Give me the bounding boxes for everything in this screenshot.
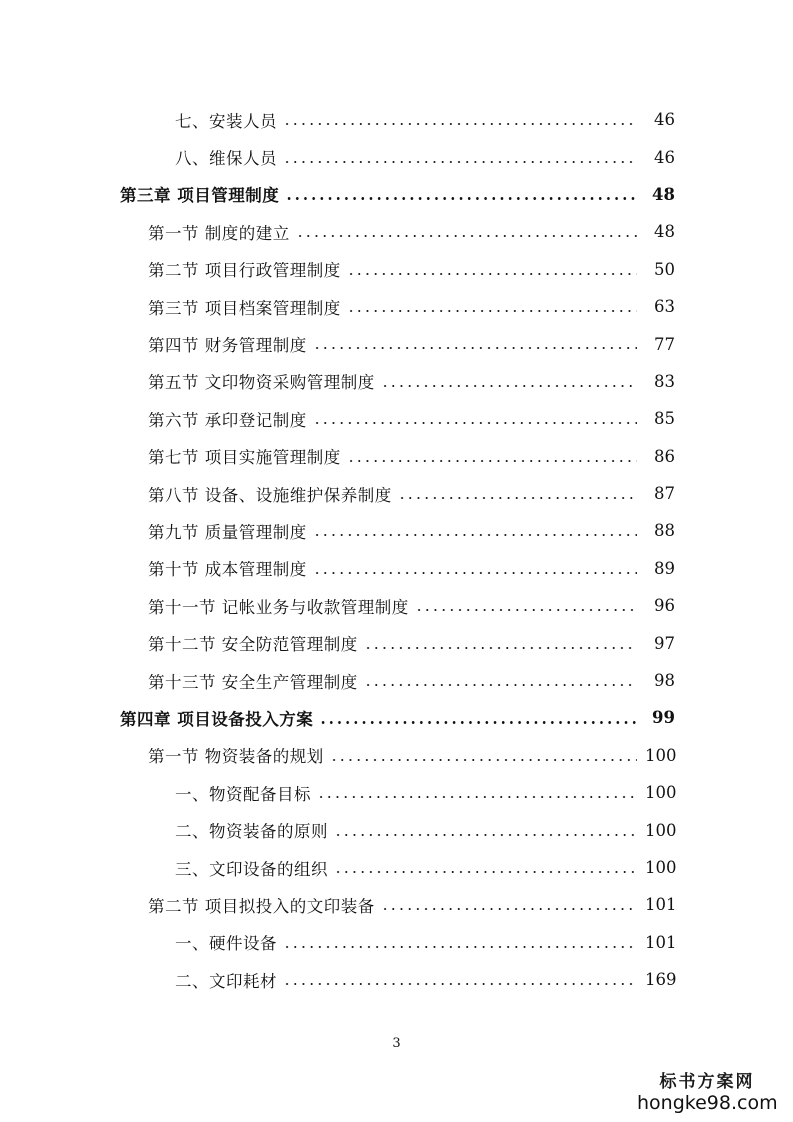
toc-entry-title: 第一节 物资装备的规划 <box>148 747 324 767</box>
toc-entry-page: 101 <box>645 895 677 915</box>
toc-section-entry[interactable] <box>0 624 793 661</box>
toc-entry-title: 第一节 制度的建立 <box>148 223 290 243</box>
watermark-logo <box>637 1072 777 1114</box>
toc-entry-title: 第三章 项目管理制度 <box>120 186 280 206</box>
toc-section-entry[interactable] <box>0 475 793 512</box>
toc-entry-page: 97 <box>654 633 675 653</box>
toc-subsection-entry[interactable] <box>0 811 793 848</box>
dot-leader <box>415 596 637 616</box>
toc-entry-page: 89 <box>654 558 675 578</box>
toc-subsection-entry[interactable] <box>0 138 793 175</box>
toc-section-entry[interactable] <box>0 587 793 624</box>
dot-leader <box>347 446 637 466</box>
dot-leader <box>313 409 637 429</box>
toc-entry-page: 77 <box>654 334 675 354</box>
toc-section-entry[interactable] <box>0 550 793 587</box>
toc-chapter-entry[interactable] <box>0 176 793 213</box>
toc-entry-page: 169 <box>645 970 677 990</box>
dot-leader <box>398 484 637 504</box>
dot-leader <box>347 297 637 317</box>
toc-entry-page: 48 <box>654 222 675 242</box>
dot-leader <box>381 895 637 915</box>
toc-entry-title: 第二节 项目拟投入的文印装备 <box>148 896 375 916</box>
toc-entry-title: 第六节 承印登记制度 <box>148 410 307 430</box>
dot-leader <box>283 932 637 952</box>
dot-leader <box>283 110 637 130</box>
toc-entry-page: 100 <box>645 783 677 803</box>
dot-leader <box>364 671 637 691</box>
toc-entry-title: 八、维保人员 <box>175 149 277 169</box>
toc-section-entry[interactable] <box>0 512 793 549</box>
toc-entry-title: 第九节 质量管理制度 <box>148 522 307 542</box>
toc-entry-title: 第五节 文印物资采购管理制度 <box>148 373 375 393</box>
toc-entry-title: 第十节 成本管理制度 <box>148 560 307 580</box>
toc-entry-title: 一、硬件设备 <box>175 934 277 954</box>
toc-section-entry[interactable] <box>0 213 793 250</box>
toc-entry-page: 96 <box>654 596 675 616</box>
toc-subsection-entry[interactable] <box>0 101 793 138</box>
dot-leader <box>334 858 637 878</box>
toc-entry-page: 99 <box>652 708 675 728</box>
dot-leader <box>313 521 637 541</box>
toc-entry-title: 三、文印设备的组织 <box>175 859 328 879</box>
toc-entry-title: 第七节 项目实施管理制度 <box>148 448 341 468</box>
toc-entry-page: 88 <box>654 521 675 541</box>
table-of-contents <box>0 101 793 998</box>
dot-leader <box>313 558 637 578</box>
toc-entry-page: 63 <box>654 297 675 317</box>
dot-leader <box>364 633 637 653</box>
toc-section-entry[interactable] <box>0 251 793 288</box>
toc-subsection-entry[interactable] <box>0 774 793 811</box>
toc-section-entry[interactable] <box>0 737 793 774</box>
toc-entry-title: 第八节 设备、设施维护保养制度 <box>148 485 392 505</box>
toc-entry-title: 二、物资装备的原则 <box>175 822 328 842</box>
toc-entry-title: 第十二节 安全防范管理制度 <box>148 635 358 655</box>
toc-section-entry[interactable] <box>0 363 793 400</box>
toc-entry-page: 101 <box>645 932 677 952</box>
toc-entry-page: 46 <box>654 147 675 167</box>
toc-entry-page: 98 <box>654 671 675 691</box>
toc-entry-page: 87 <box>654 484 675 504</box>
toc-entry-title: 第四章 项目设备投入方案 <box>120 709 314 729</box>
dot-leader <box>330 745 637 765</box>
watermark-title: 标书方案网 <box>659 1072 755 1092</box>
watermark-url: hongke98.com <box>637 1092 778 1114</box>
toc-entry-page: 100 <box>645 820 677 840</box>
toc-entry-page: 50 <box>654 259 675 279</box>
toc-entry-page: 85 <box>654 409 675 429</box>
toc-entry-page: 83 <box>654 371 675 391</box>
toc-entry-title: 第四节 财务管理制度 <box>148 336 307 356</box>
page-number: 3 <box>392 1036 401 1051</box>
dot-leader <box>285 185 637 205</box>
toc-entry-page: 100 <box>645 745 677 765</box>
dot-leader <box>283 147 637 167</box>
toc-entry-page: 48 <box>652 184 675 204</box>
toc-section-entry[interactable] <box>0 886 793 923</box>
toc-section-entry[interactable] <box>0 400 793 437</box>
dot-leader <box>381 372 637 392</box>
dot-leader <box>283 970 637 990</box>
toc-section-entry[interactable] <box>0 438 793 475</box>
toc-entry-title: 七、安装人员 <box>175 111 277 131</box>
toc-entry-page: 86 <box>654 446 675 466</box>
toc-entry-title: 二、文印耗材 <box>175 971 277 991</box>
dot-leader <box>347 259 637 279</box>
dot-leader <box>317 783 637 803</box>
toc-entry-title: 第十三节 安全生产管理制度 <box>148 672 358 692</box>
toc-entry-page: 100 <box>645 858 677 877</box>
toc-entry-page: 46 <box>654 110 675 130</box>
toc-subsection-entry[interactable] <box>0 849 793 886</box>
toc-subsection-entry[interactable] <box>0 924 793 961</box>
toc-subsection-entry[interactable] <box>0 961 793 998</box>
dot-leader <box>313 334 637 354</box>
toc-chapter-entry[interactable] <box>0 699 793 736</box>
dot-leader <box>296 222 637 242</box>
dot-leader <box>334 820 637 840</box>
toc-entry-title: 第三节 项目档案管理制度 <box>148 298 341 318</box>
toc-section-entry[interactable] <box>0 288 793 325</box>
dot-leader <box>319 708 637 728</box>
toc-section-entry[interactable] <box>0 325 793 362</box>
toc-entry-title: 第十一节 记帐业务与收款管理制度 <box>148 597 409 617</box>
toc-entry-title: 第二节 项目行政管理制度 <box>148 261 341 281</box>
toc-entry-title: 一、物资配备目标 <box>175 784 311 804</box>
toc-section-entry[interactable] <box>0 662 793 699</box>
